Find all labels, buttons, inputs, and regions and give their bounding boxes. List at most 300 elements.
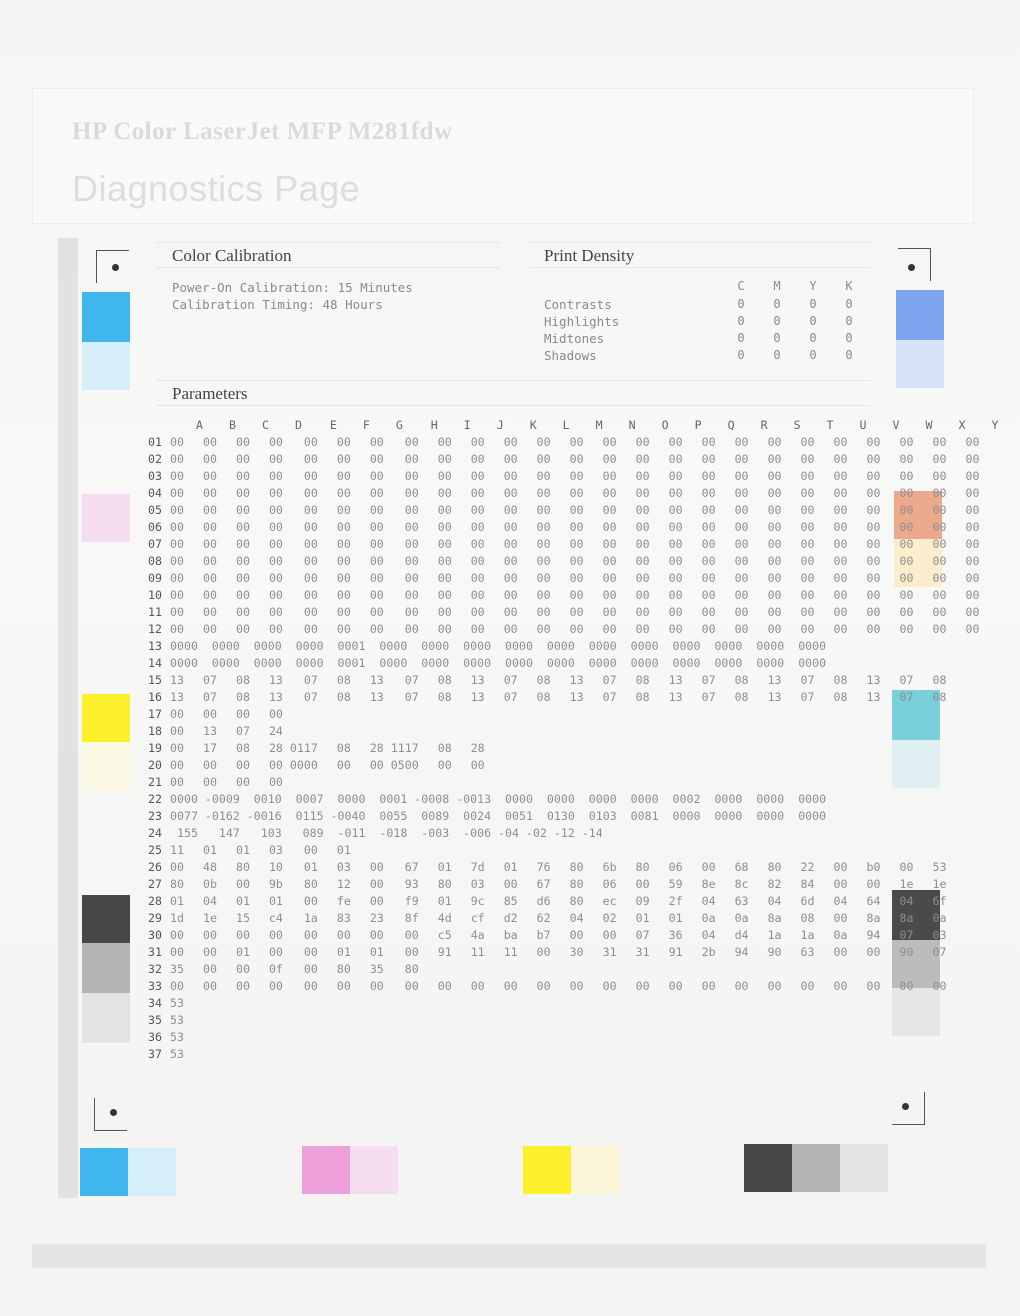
parameters-cell: 00 [404, 758, 419, 772]
parameters-column-header: I [463, 418, 471, 432]
parameters-cell: 00 [569, 979, 584, 993]
parameters-cell: 13 [866, 673, 881, 687]
parameters-cell: 00 [866, 435, 881, 449]
parameters-cell: 00 [303, 962, 318, 976]
parameters-cell: 13 [668, 690, 683, 704]
registration-mark-bottom-left [94, 1098, 127, 1131]
parameters-cell: 00 [899, 605, 914, 619]
parameters-cell: 00 [635, 877, 650, 891]
parameters-cell: 00 [899, 503, 914, 517]
parameters-cell: 1e [202, 911, 217, 925]
parameters-cell: 00 [635, 469, 650, 483]
parameters-cell: cf [470, 911, 485, 925]
parameters-empty [304, 706, 999, 723]
density-value: 0 [773, 297, 781, 311]
parameters-cell: 00 [932, 554, 947, 568]
parameters-cell: 00 [268, 928, 283, 942]
parameters-table [148, 417, 998, 1063]
parameters-row-label: 28 [148, 894, 162, 908]
parameters-cell: 9b [268, 877, 283, 891]
parameters-cell: 00 [965, 452, 980, 466]
parameters-row-label: 16 [148, 690, 162, 704]
parameters-cell: 07 [503, 690, 518, 704]
parameters-cell: 11 [170, 843, 184, 857]
parameters-cell: 00 [303, 435, 318, 449]
parameters-cell: 00 [536, 452, 551, 466]
parameters-cell: 00 [369, 605, 384, 619]
parameters-cell: 00 [437, 469, 452, 483]
parameters-cell: 8a [866, 911, 881, 925]
parameters-cell: 01 [202, 843, 217, 857]
parameters-cell: 00 [202, 775, 217, 789]
parameters-cell: 08 [336, 690, 351, 704]
parameters-cell: 00 [899, 469, 914, 483]
parameters-cell: 00 [701, 860, 716, 874]
parameters-cell: 8e [701, 877, 716, 891]
parameters-cell: 00 [602, 605, 617, 619]
parameters-cell: 00 [503, 520, 518, 534]
parameters-cell: 00 [202, 962, 217, 976]
parameters-row-label: 15 [148, 673, 162, 687]
density-column-header: M [773, 279, 781, 293]
parameters-cell: 08 [235, 690, 250, 704]
parameters-cell: 00 [536, 979, 551, 993]
parameters-cell: 8c [734, 877, 749, 891]
parameters-cell: 00 [336, 622, 351, 636]
parameters-cell: 00 [336, 486, 351, 500]
parameters-corner [148, 417, 170, 434]
parameters-cell: 00 [602, 435, 617, 449]
parameters-cell: 08 [635, 673, 650, 687]
parameters-cell: 00 [536, 622, 551, 636]
parameters-cell: 13 [369, 690, 384, 704]
parameters-cell: 00 [932, 537, 947, 551]
parameters-cell: 00 [635, 979, 650, 993]
parameters-cell: d6 [536, 894, 551, 908]
parameters-cell: 06 [668, 860, 683, 874]
parameters-cell: 13 [767, 673, 782, 687]
parameters-cell: 04 [569, 911, 584, 925]
parameters-cell: 07 [701, 690, 716, 704]
parameters-cell: 01 [303, 860, 318, 874]
parameters-cell: 07 [932, 945, 947, 959]
parameters-cell: 00 [866, 554, 881, 568]
parameters-cell: 13 [170, 673, 184, 687]
parameters-row [148, 553, 998, 570]
parameters-cell: 00 [668, 435, 683, 449]
parameters-cell: 13 [369, 673, 384, 687]
parameters-row-label: 14 [148, 656, 162, 670]
parameters-cell: 13 [569, 690, 584, 704]
parameters-cell: 00 [235, 979, 250, 993]
calibration-timing: Calibration Timing: 48 Hours [172, 297, 383, 312]
parameters-cell: 07 [503, 673, 518, 687]
parameters-row [148, 638, 998, 655]
parameters-row-label: 02 [148, 452, 162, 466]
parameters-cell: 00 [800, 605, 815, 619]
parameters-cell: 07 [404, 673, 419, 687]
parameters-cell: 00 [932, 588, 947, 602]
parameters-cell: 00 [536, 554, 551, 568]
parameters-cell: 00 [899, 554, 914, 568]
parameters-cell: 00 [668, 588, 683, 602]
parameters-row-label: 19 [148, 741, 162, 755]
parameters-column-header: Y [991, 418, 999, 432]
parameters-cell: 00 [303, 571, 318, 585]
parameters-cell: 0a [734, 911, 749, 925]
parameters-cell: 24 [268, 724, 283, 738]
parameters-cell: 00 [668, 537, 683, 551]
parameters-cell: 00 [734, 503, 749, 517]
parameters-cell: 00 [866, 605, 881, 619]
parameters-cell: 07 [701, 673, 716, 687]
parameters-cell: 00 [235, 622, 250, 636]
parameters-cell: 00 [668, 503, 683, 517]
parameters-cell: 11 [470, 945, 485, 959]
parameters-cell: 00 [800, 571, 815, 585]
parameters-cell: 00 [303, 503, 318, 517]
parameters-column-header: O [661, 418, 669, 432]
parameters-cell: 00 [268, 469, 283, 483]
parameters-cell: 00 [866, 520, 881, 534]
parameters-cell: 00 [470, 622, 485, 636]
parameters-cell: 00 [833, 979, 848, 993]
parameters-row [148, 502, 998, 519]
parameters-row-label: 37 [148, 1047, 162, 1061]
parameters-cell: 00 [369, 537, 384, 551]
parameters-row [148, 1046, 998, 1063]
parameters-cell: 80 [336, 962, 351, 976]
parameters-cell: 00 [701, 588, 716, 602]
parameters-cell: 13 [668, 673, 683, 687]
parameters-row-label: 27 [148, 877, 162, 891]
parameters-cell: 00 [767, 554, 782, 568]
parameters-cell: 00 [668, 571, 683, 585]
parameters-cell: 00 [437, 554, 452, 568]
parameters-cell: 00 [635, 503, 650, 517]
parameters-cell: 08 [536, 673, 551, 687]
parameters-cell: 00 [170, 571, 184, 585]
parameters-cell: 00 [170, 503, 184, 517]
density-value: 0 [845, 297, 853, 311]
parameters-cell: 90 [767, 945, 782, 959]
parameters-cell: 07 [202, 690, 217, 704]
parameters-cell: b0 [866, 860, 881, 874]
parameters-cell: 00 [899, 979, 914, 993]
parameters-cell: 8a [899, 911, 914, 925]
parameters-row-label: 12 [148, 622, 162, 636]
parameters-cell: 00 [503, 877, 518, 891]
registration-mark-top-left [96, 250, 129, 283]
parameters-cell: 00 [965, 622, 980, 636]
parameters-row-label: 36 [148, 1030, 162, 1044]
parameters-cell: 00 [734, 520, 749, 534]
parameters-cell: 07 [404, 690, 419, 704]
density-value: 0 [809, 348, 817, 362]
parameters-cell: 00 [767, 486, 782, 500]
bottom-swatch-light-gray [840, 1144, 888, 1192]
parameters-cell: 00 [170, 452, 184, 466]
parameters-empty [965, 927, 998, 944]
parameters-cell: 00 [569, 435, 584, 449]
density-value: 0 [845, 314, 853, 328]
parameters-cell: 00 [800, 979, 815, 993]
parameters-cell: 00 [503, 537, 518, 551]
parameters-cell: 00 [932, 435, 947, 449]
parameters-cell: 00 [635, 435, 650, 449]
parameters-row [148, 1012, 998, 1029]
parameters-cell: 0f [268, 962, 283, 976]
parameters-cell: 00 [369, 554, 384, 568]
parameters-row-label: 30 [148, 928, 162, 942]
registration-mark-top-right [898, 248, 931, 281]
parameters-cell: c4 [268, 911, 283, 925]
parameters-cell: 00 [899, 486, 914, 500]
parameters-cell: 00 [437, 622, 452, 636]
parameters-cell: 00 [602, 537, 617, 551]
parameters-cell: 00 [170, 537, 184, 551]
parameters-cell: 00 [833, 435, 848, 449]
parameters-row [148, 893, 998, 910]
density-value: 0 [845, 331, 853, 345]
parameters-cell: 28 [470, 741, 485, 755]
parameters-cell: 00 [569, 588, 584, 602]
parameters-cell: 01 [369, 945, 384, 959]
parameters-cell: 00 [235, 554, 250, 568]
parameters-cell: 13 [470, 673, 485, 687]
parameters-cell: 80 [303, 877, 318, 891]
parameters-empty [965, 978, 998, 995]
parameters-cell: 00 [899, 452, 914, 466]
parameters-cell: 00 [701, 554, 716, 568]
parameters-cell: 00 [503, 979, 518, 993]
parameters-cell: 00 [470, 486, 485, 500]
parameters-cell: 31 [635, 945, 650, 959]
bottom-swatch-yellow [523, 1146, 571, 1194]
parameters-cell: 00 [369, 979, 384, 993]
bottom-margin-strip [32, 1244, 986, 1268]
parameters-cell: 08 [437, 690, 452, 704]
parameters-row [148, 587, 998, 604]
parameters-cell: 00 [767, 588, 782, 602]
parameters-cell: 00 [734, 622, 749, 636]
parameters-cell: 00 [866, 486, 881, 500]
parameters-row-label: 07 [148, 537, 162, 551]
parameters-column-header: J [496, 418, 504, 432]
parameters-cell: 00 [965, 503, 980, 517]
parameters-cell: 07 [602, 673, 617, 687]
parameters-cell: 00 [268, 503, 283, 517]
parameters-cell: 91 [437, 945, 452, 959]
parameters-cell: 00 [602, 452, 617, 466]
parameters-cell: 08 [734, 690, 749, 704]
parameters-cell: 00 [369, 503, 384, 517]
parameters-cell: 00 [470, 571, 485, 585]
parameters-cell: 00 [202, 469, 217, 483]
parameters-cell: 00 [668, 605, 683, 619]
parameters-row-label: 17 [148, 707, 162, 721]
swatch-light-gray [82, 993, 130, 1043]
parameters-cell: 08 [635, 690, 650, 704]
parameters-column-header: A [196, 418, 203, 432]
parameters-cell: 00 [734, 605, 749, 619]
parameters-cell: 00 [734, 452, 749, 466]
parameters-cell: 00 [437, 486, 452, 500]
parameters-cell: 00 [369, 469, 384, 483]
parameters-cell: 08 [235, 741, 250, 755]
parameters-row [148, 604, 998, 621]
parameters-cell: 00 [170, 775, 184, 789]
parameters-cell: 00 [602, 469, 617, 483]
parameters-cell: 07 [235, 724, 250, 738]
parameters-cell: 00 [235, 877, 250, 891]
parameters-cell: 04 [833, 894, 848, 908]
parameters-cell: 00 [202, 571, 217, 585]
bottom-swatch-light-yellow [571, 1146, 619, 1194]
parameters-cell: 13 [202, 724, 217, 738]
parameters-column-header: T [826, 418, 834, 432]
parameters-cell: 00 [701, 469, 716, 483]
parameters-cell: 00 [932, 452, 947, 466]
parameters-cell: 17 [202, 741, 217, 755]
bottom-swatch-gray [792, 1144, 840, 1192]
parameters-cell: 00 [833, 452, 848, 466]
parameters-cell: 00 [569, 520, 584, 534]
parameters-cell: 17 [303, 741, 318, 755]
parameters-cell: 00 [635, 605, 650, 619]
parameters-cell: 00 [899, 588, 914, 602]
color-calibration-heading: Color Calibration [156, 242, 500, 268]
parameters-column-header: R [760, 418, 768, 432]
parameters-cell: 00 [404, 503, 419, 517]
parameters-cell: 4d [437, 911, 452, 925]
parameters-cell: 00 [170, 724, 184, 738]
parameters-cell: 00 [635, 520, 650, 534]
parameters-cell: 00 [833, 945, 848, 959]
parameters-cell: 00 [932, 979, 947, 993]
parameters-cell: 00 [701, 486, 716, 500]
parameters-cell: 1d [170, 911, 184, 925]
parameters-cell: 00 [833, 520, 848, 534]
parameters-cell: 00 [470, 758, 485, 772]
parameters-cell: 1a [800, 928, 815, 942]
parameters-cell: 8a [767, 911, 782, 925]
parameters-cell: 00 [369, 520, 384, 534]
parameters-cell: 00 [767, 979, 782, 993]
parameters-cell: 00 [336, 758, 351, 772]
parameters-cell: 08 [800, 911, 815, 925]
parameters-cell: 80 [767, 860, 782, 874]
parameters-cell: 00 [866, 622, 881, 636]
parameters-cell: 00 [899, 435, 914, 449]
parameters-empty [965, 689, 998, 706]
parameters-cell: 91 [668, 945, 683, 959]
parameters-cell: 00 [800, 622, 815, 636]
parameters-cell: 12 [336, 877, 351, 891]
parameters-cell: 00 [602, 554, 617, 568]
parameters-cell: 09 [635, 894, 650, 908]
parameters-cell: 62 [536, 911, 551, 925]
swatch-right-blue [896, 290, 944, 340]
parameters-cell: 94 [866, 928, 881, 942]
parameters-row-label: 31 [148, 945, 162, 959]
parameters-cell: ba [503, 928, 518, 942]
parameters-cell: 6b [602, 860, 617, 874]
parameters-row-label: 11 [148, 605, 162, 619]
density-row-label: Contrasts [544, 297, 612, 312]
parameters-cell: 7d [470, 860, 485, 874]
parameters-cell: 00 [734, 469, 749, 483]
parameters-cell: 00 [404, 979, 419, 993]
parameters-empty [504, 740, 999, 757]
parameters-cell: 00 [965, 469, 980, 483]
parameters-cell: 00 [404, 435, 419, 449]
parameters-cell: 80 [235, 860, 250, 874]
parameters-cell: 93 [404, 877, 419, 891]
parameters-cell: 64 [866, 894, 881, 908]
parameters-cell: 00 [437, 452, 452, 466]
parameters-cell: 00 [202, 979, 217, 993]
parameters-cell: 00 [235, 605, 250, 619]
parameters-cell: 00 [437, 537, 452, 551]
parameters-cell: 00 [800, 520, 815, 534]
parameters-row [148, 451, 998, 468]
parameters-cell: 00 [170, 945, 184, 959]
parameters-cell: 00 [734, 979, 749, 993]
parameters-empty [203, 1046, 998, 1063]
parameters-row [148, 740, 998, 757]
parameters-cell: 00 [899, 520, 914, 534]
parameters-cell: 13 [470, 690, 485, 704]
parameters-row-values: 0077 -0162 -0016 0115 -0040 0055 0089 0024 0051 0130 0103 0081 0000 0000 0000 0000 [170, 809, 827, 823]
parameters-row [148, 536, 998, 553]
parameters-cell: 00 [767, 537, 782, 551]
parameters-cell: 00 [268, 979, 283, 993]
parameters-cell: 00 [503, 605, 518, 619]
parameters-cell: 01 [437, 860, 452, 874]
parameters-cell: 07 [800, 673, 815, 687]
parameters-cell: 90 [899, 945, 914, 959]
parameters-row-label: 35 [148, 1013, 162, 1027]
swatch-yellow [82, 694, 130, 742]
parameters-cell: 00 [536, 605, 551, 619]
parameters-cell: 00 [170, 979, 184, 993]
parameters-cell: 06 [602, 877, 617, 891]
parameters-cell: 00 [965, 435, 980, 449]
registration-mark-bottom-right [892, 1092, 925, 1125]
parameters-cell: 00 [503, 554, 518, 568]
parameters-cell: 67 [536, 877, 551, 891]
parameters-cell: 00 [202, 588, 217, 602]
parameters-cell: 00 [336, 469, 351, 483]
parameters-cell: 00 [833, 622, 848, 636]
parameters-cell: 13 [767, 690, 782, 704]
parameters-cell: 00 [336, 503, 351, 517]
parameters-row-label: 21 [148, 775, 162, 789]
parameters-cell: 00 [437, 520, 452, 534]
parameters-cell: 00 [470, 520, 485, 534]
parameters-cell: 00 [800, 452, 815, 466]
parameters-cell: 11 [503, 945, 518, 959]
parameters-cell: 00 [470, 605, 485, 619]
parameters-cell: 00 [437, 571, 452, 585]
parameters-row [148, 468, 998, 485]
parameters-cell: f9 [404, 894, 419, 908]
parameters-cell: 00 [569, 537, 584, 551]
parameters-cell: 04 [899, 894, 914, 908]
print-density-heading: Print Density [530, 242, 870, 268]
page-title: Diagnostics Page [72, 168, 361, 209]
